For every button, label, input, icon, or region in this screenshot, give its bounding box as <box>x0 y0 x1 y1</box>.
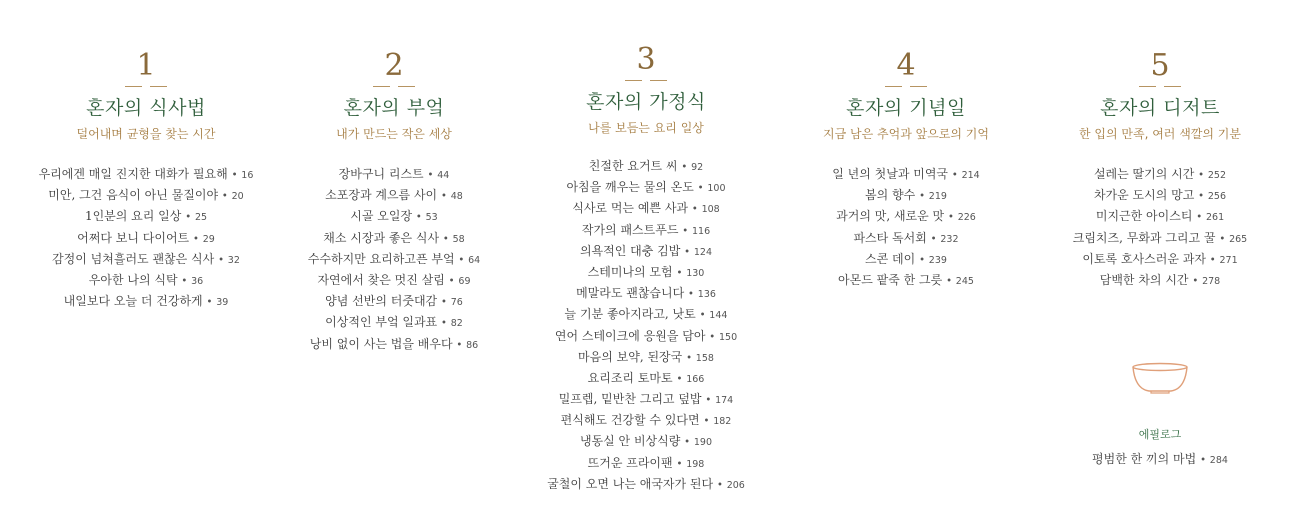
page-number: 25 <box>194 212 208 224</box>
bullet: • <box>676 267 683 279</box>
entry-title: 친절한 요거트 씨 <box>588 159 678 173</box>
entry-title: 밀프렙, 밑반찬 그리고 덮밥 <box>558 392 702 407</box>
chapter-4 <box>776 0 1036 291</box>
bullet: • <box>221 191 228 203</box>
bullet: • <box>684 246 691 258</box>
ornament-divider <box>125 86 167 87</box>
entry-title: 아몬드 팥죽 한 그릇 <box>838 272 943 287</box>
toc-entry <box>308 185 480 206</box>
entry-title: 장바구니 리스트 <box>338 167 424 181</box>
toc-entry <box>1073 206 1247 227</box>
page-number: 261 <box>1205 212 1225 224</box>
bullet: • <box>458 254 465 266</box>
entry-title: 파스타 독서회 <box>853 230 927 245</box>
entry-title: 마음의 보약, 된장국 <box>578 349 683 364</box>
bullet: • <box>919 254 925 266</box>
bullet: • <box>716 479 723 491</box>
toc-entry <box>832 270 979 291</box>
bullet: • <box>697 183 704 195</box>
page-number: 29 <box>202 233 215 245</box>
entry-title: 메말라도 괜찮습니다 <box>576 286 685 301</box>
toc-entry <box>547 304 745 325</box>
page-number: 206 <box>726 479 745 491</box>
entry-title: 내일보다 오늘 더 건강하게 <box>63 294 203 309</box>
entry-title: 식사로 먹는 예쁜 사과 <box>572 201 689 216</box>
page-number: 256 <box>1207 191 1227 203</box>
toc-entry <box>39 206 254 227</box>
entry-title: 채소 시장과 좋은 식사 <box>323 230 440 245</box>
toc-entry <box>547 177 745 198</box>
toc-entry <box>39 291 254 312</box>
entry-title: 아침을 깨우는 물의 온도 <box>566 180 694 195</box>
chapter-5 <box>1030 0 1290 470</box>
entry-title: 이상적인 부엌 일과표 <box>325 315 438 330</box>
entry-title: 일 년의 첫날과 미역국 <box>832 167 949 181</box>
page-number: 48 <box>450 191 463 203</box>
toc-entry <box>1073 270 1247 291</box>
toc-entry <box>547 198 745 219</box>
bullet: • <box>1198 191 1205 203</box>
entry-title: 시골 오일장 <box>350 209 413 224</box>
toc-entry <box>547 262 745 283</box>
bullet: • <box>691 204 698 216</box>
chapter-subtitle: 덜어내며 균형을 찾는 시간 <box>76 127 216 141</box>
toc-entry <box>1073 164 1247 185</box>
bullet: • <box>676 458 683 470</box>
bullet: • <box>1219 233 1226 245</box>
toc-entry <box>547 283 745 304</box>
page-number: 82 <box>450 318 463 330</box>
chapter-number: 3 <box>636 42 656 77</box>
page-number: 32 <box>227 254 240 266</box>
entry-title: 설레는 딸기의 시간 <box>1093 167 1195 181</box>
entry-list <box>547 156 745 495</box>
page-number: 239 <box>928 254 947 266</box>
chapter-subtitle: 한 입의 만족, 여러 색깔의 기분 <box>1079 127 1241 141</box>
bullet: • <box>448 275 455 287</box>
toc-entry <box>308 164 480 185</box>
chapter-number: 2 <box>384 48 404 83</box>
bullet: • <box>415 212 422 224</box>
page-number: 198 <box>686 458 705 470</box>
entry-title: 소포장과 계으름 사이 <box>325 188 438 203</box>
bullet: • <box>456 339 463 351</box>
toc-entry <box>547 389 745 410</box>
entry-list <box>1073 164 1247 291</box>
toc-entry <box>832 228 979 249</box>
toc-entry <box>547 326 745 347</box>
chapter-subtitle: 내가 만드는 작은 세상 <box>336 127 452 141</box>
bullet: • <box>440 191 447 203</box>
page-number: 182 <box>713 416 732 428</box>
entry-title: 크림치즈, 무화과 그리고 꿀 <box>1072 230 1216 245</box>
bullet: • <box>930 233 937 245</box>
ornament-divider <box>1139 86 1181 87</box>
page-number: 190 <box>693 437 713 449</box>
toc-entry <box>1073 249 1247 270</box>
bullet: • <box>427 170 434 181</box>
bullet: • <box>684 437 691 449</box>
entry-title: 과거의 맛, 새로운 맛 <box>836 209 945 224</box>
toc-entry <box>308 228 480 249</box>
ornament-divider <box>625 80 667 81</box>
bullet: • <box>1196 212 1203 224</box>
bullet: • <box>676 373 683 385</box>
entry-title: 1인분의 요리 일상 <box>84 209 182 224</box>
bullet: • <box>1209 254 1216 266</box>
page-number: 245 <box>955 275 974 287</box>
toc-entry <box>547 347 745 368</box>
entry-title: 미안, 그건 음식이 아닌 물질이야 <box>48 188 219 203</box>
bullet: • <box>181 275 188 287</box>
bullet: • <box>218 254 224 266</box>
page-number: 136 <box>697 289 716 301</box>
toc-entry <box>1073 228 1247 249</box>
chapter-number: 4 <box>896 48 916 83</box>
page-number: 232 <box>940 233 959 245</box>
toc-entry <box>308 291 480 312</box>
toc-entry <box>308 334 480 355</box>
toc-entry <box>39 249 254 270</box>
bullet: • <box>1192 275 1199 287</box>
page-number: 86 <box>466 339 479 351</box>
toc-entry <box>39 270 254 291</box>
chapter-subtitle: 지금 남은 추억과 앞으로의 기억 <box>823 127 989 141</box>
bowl-icon <box>1129 361 1191 395</box>
toc-entry <box>547 156 745 177</box>
page-number: 16 <box>241 170 254 181</box>
page-number: 265 <box>1229 233 1248 245</box>
entry-list <box>832 164 979 291</box>
bullet: • <box>686 352 692 364</box>
toc-entry <box>547 410 745 431</box>
epilogue-entry <box>1092 449 1228 470</box>
toc-entry <box>39 185 254 206</box>
entry-title: 굴철이 오면 나는 애국자가 된다 <box>547 476 714 491</box>
bullet: • <box>947 212 954 224</box>
bullet: • <box>951 170 958 181</box>
bullet: • <box>192 233 199 245</box>
entry-title: 미지근한 아이스티 <box>1095 209 1193 224</box>
toc-entry <box>308 312 480 333</box>
page-number: 58 <box>452 233 465 245</box>
page-number: 44 <box>437 170 450 181</box>
page-number: 252 <box>1207 170 1227 181</box>
bullet: • <box>206 297 213 309</box>
chapter-title: 혼자의 가정식 <box>586 91 706 113</box>
chapter-number: 5 <box>1150 48 1170 83</box>
bullet: • <box>699 310 706 322</box>
entry-title: 봄의 향수 <box>865 188 916 203</box>
entry-title: 담백한 차의 시간 <box>1099 272 1189 287</box>
page-number: 166 <box>686 373 705 385</box>
entry-title: 뜨거운 프라이팬 <box>587 455 673 470</box>
entry-title: 의욕적인 대충 김밥 <box>579 243 681 258</box>
bullet: • <box>682 225 689 237</box>
toc-entry <box>39 164 254 185</box>
toc-entry <box>547 474 745 495</box>
entry-title: 양념 선반의 터줏대감 <box>325 294 438 309</box>
page-number: 278 <box>1202 275 1221 287</box>
chapter-2 <box>264 0 524 355</box>
entry-title: 편식해도 건강할 수 있다면 <box>560 413 700 428</box>
entry-title: 평범한 한 끼의 마법 <box>1092 452 1197 467</box>
entry-title: 스콘 데이 <box>865 251 916 266</box>
bullet: • <box>1198 170 1205 181</box>
bullet: • <box>919 191 925 203</box>
entry-title: 이토록 호사스러운 과자 <box>1082 251 1206 266</box>
entry-list <box>39 164 254 312</box>
toc-entry <box>547 431 745 452</box>
toc-entry <box>39 228 254 249</box>
toc-entry <box>547 368 745 389</box>
bullet: • <box>1200 455 1206 467</box>
page-number: 53 <box>425 212 438 224</box>
page-number: 108 <box>701 204 720 216</box>
bullet: • <box>442 233 449 245</box>
page-number: 158 <box>695 352 714 364</box>
page-number: 174 <box>715 395 734 407</box>
entry-title: 우아한 나의 식탁 <box>88 272 178 287</box>
toc-entry <box>832 206 979 227</box>
page-number: 100 <box>707 183 726 195</box>
entry-title: 요리조리 토마토 <box>587 370 673 385</box>
toc-entry <box>832 185 979 206</box>
bullet: • <box>709 331 716 343</box>
chapter-subtitle: 나를 보듬는 요리 일상 <box>588 121 704 135</box>
chapter-number: 1 <box>136 48 156 83</box>
page-number: 92 <box>691 162 704 173</box>
entry-list <box>308 164 480 355</box>
bullet: • <box>440 318 447 330</box>
page-number: 20 <box>231 191 244 203</box>
entry-title: 자연에서 찾은 멋진 살림 <box>317 272 445 287</box>
chapter-title: 혼자의 기념일 <box>846 97 966 119</box>
entry-title: 낭비 없이 사는 법을 배우다 <box>309 336 453 351</box>
entry-title: 늘 기분 좋아지라고, 낫토 <box>564 307 696 322</box>
page-number: 271 <box>1219 254 1238 266</box>
toc-entry <box>308 249 480 270</box>
page-number: 130 <box>686 267 705 279</box>
entry-title: 연어 스테이크에 응원을 담아 <box>554 328 706 343</box>
entry-title: 스테미나의 모험 <box>587 264 673 279</box>
bullet: • <box>185 212 192 224</box>
toc-entry <box>547 241 745 262</box>
chapter-title: 혼자의 식사법 <box>86 97 206 119</box>
bullet: • <box>231 170 238 181</box>
page-number: 36 <box>191 275 204 287</box>
toc-entry <box>1073 185 1247 206</box>
page-number: 116 <box>691 225 711 237</box>
page-number: 69 <box>458 275 471 287</box>
toc-entry <box>547 453 745 474</box>
chapter-title: 혼자의 부엌 <box>343 97 445 119</box>
page-number: 214 <box>961 170 980 181</box>
entry-title: 어쩌다 보니 다이어트 <box>77 230 190 245</box>
chapter-3 <box>516 0 776 495</box>
chapter-title: 혼자의 디저트 <box>1100 97 1220 119</box>
bullet: • <box>681 162 688 173</box>
page-number: 144 <box>709 310 728 322</box>
toc-entry <box>308 206 480 227</box>
page-number: 150 <box>718 331 738 343</box>
page-number: 219 <box>928 191 947 203</box>
page-number: 284 <box>1209 455 1228 467</box>
epilogue-label: 에필로그 <box>1138 428 1182 442</box>
bullet: • <box>688 289 694 301</box>
ornament-divider <box>373 86 415 87</box>
page-number: 226 <box>957 212 976 224</box>
toc-entry <box>308 270 480 291</box>
ornament-divider <box>885 86 927 87</box>
entry-title: 감정이 넘쳐흘러도 괜찮은 식사 <box>52 251 215 266</box>
bullet: • <box>440 297 447 309</box>
bullet: • <box>703 416 710 428</box>
page-number: 76 <box>450 297 463 309</box>
entry-title: 차가운 도시의 망고 <box>1093 188 1195 203</box>
entry-title: 우리에겐 매일 진지한 대화가 필요해 <box>38 167 228 181</box>
page-number: 64 <box>468 254 481 266</box>
entry-title: 냉동실 안 비상식량 <box>579 434 681 449</box>
entry-title: 수수하지만 요리하고픈 부엌 <box>307 251 455 266</box>
bullet: • <box>705 395 712 407</box>
bullet: • <box>946 275 952 287</box>
page-number: 39 <box>216 297 229 309</box>
page-number: 124 <box>693 246 713 258</box>
toc-entry <box>547 220 745 241</box>
entry-title: 작가의 패스트푸드 <box>581 222 679 237</box>
toc-entry <box>832 164 979 185</box>
toc-entry <box>832 249 979 270</box>
chapter-1 <box>16 0 276 312</box>
